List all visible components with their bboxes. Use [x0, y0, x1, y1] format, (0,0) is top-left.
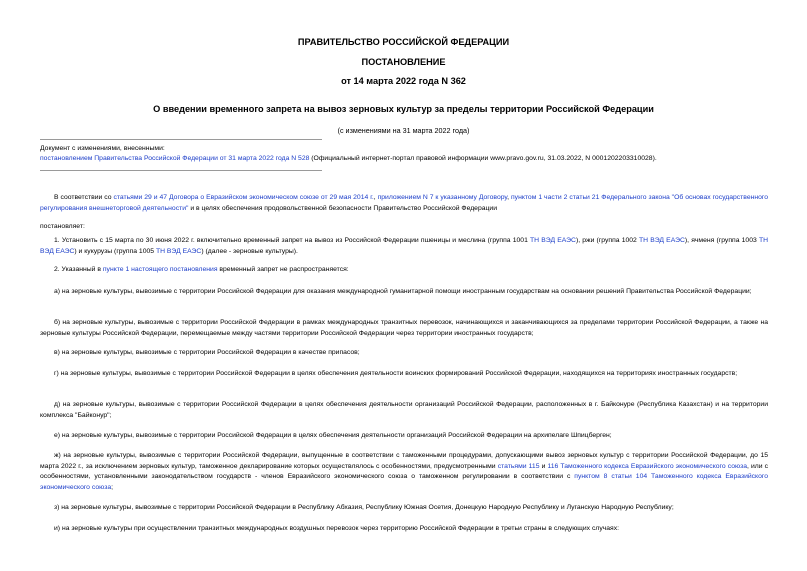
subitem-zh-text-4: ; — [111, 483, 113, 491]
preamble-text-4: и в целях обеспечения продовольственной безопасности Правительство Российской Федерации — [188, 204, 498, 212]
item-1-text-2: ), ржи (группа 1002 — [575, 237, 639, 244]
subitem-zh-text-1: ж) на зерновые культуры, вывозимые с территории Российской Федерации, выпущенные в соответствии с таможенными процедурами, допускающими вывоз зерновых культур с территории Российской Федерации, до 15 марта 2022 г., за исключением зерновых культур, таможенное декларирование которых осуществлялось с особенностями, предусмотренными — [40, 452, 768, 470]
revision-source: (Официальный интернет-портал правовой информации www.pravo.gov.ru, 31.03.2022, N 0001202203310028). — [309, 155, 657, 162]
revision-link[interactable]: постановлением Правительства Российской Федерации от 31 марта 2022 года N 528 — [40, 155, 310, 162]
preamble-link-annex[interactable]: приложением N 7 к указанному Договору — [377, 194, 508, 201]
subitem-i: и) на зерновые культуры при осуществлении транзитных международных воздушных перевозок через территорию Российской Федерации в третьи страны в следующих случаях: — [54, 525, 620, 532]
subitem-zh-link-1[interactable]: статьями 115 — [497, 462, 540, 470]
item-2-link[interactable]: пункте 1 настоящего постановления — [102, 266, 218, 273]
preamble-text-2: , — [373, 194, 378, 201]
subitem-e: е) на зерновые культуры, вывозимые с территории Российской Федерации в целях обеспечения деятельности организаций Российской Федерации на архипелаге Шпицберген; — [54, 432, 612, 439]
preamble-link-law[interactable]: пунктом 1 части 2 статьи 21 Федерального закона "Об основах государственного регулирования внешнеторговой деятельности" — [40, 194, 769, 212]
subitem-g: г) на зерновые культуры, вывозимые с территории Российской Федерации в целях обеспечения деятельности воинских формирований Российской Федерации, находящихся на территориях иностранных государств; — [54, 370, 738, 377]
subitem-zh-text-3: , или с особенностями, установленными законодательством государств - членов Евразийского экономического союза о таможенном регулировании в соответствии с — [40, 462, 768, 480]
changes-note: (с изменениями на 31 марта 2022 года) — [337, 126, 470, 135]
document-title: О введении временного запрета на вывоз зерновых культур за пределы территории Российской Федерации — [153, 104, 654, 114]
divider-top — [40, 139, 322, 140]
subitem-d: д) на зерновые культуры, вывозимые с территории Российской Федерации в целях обеспечения деятельности организаций Российской Федерации, расположенных в г. Байконуре (Республика Казахстан) и на территории комплекса "Байконур"; — [40, 401, 768, 419]
preamble-link-treaty[interactable]: статьями 29 и 47 Договора о Евразийском экономическом союзе от 29 мая 2014 г. — [113, 194, 374, 201]
revision-info — [40, 144, 780, 164]
item-1-link-2[interactable]: ТН ВЭД ЕАЭС — [638, 237, 685, 244]
subitem-zh-link-3[interactable]: пунктом 8 статьи 104 Таможенного кодекса Евразийского экономического союза — [40, 473, 768, 491]
item-1-text-5: ) (далее - зерновые культуры). — [201, 247, 298, 255]
document-type-heading: ПОСТАНОВЛЕНИЕ — [361, 57, 446, 67]
issuer-heading: ПРАВИТЕЛЬСТВО РОССИЙСКОЙ ФЕДЕРАЦИИ — [297, 37, 510, 47]
item-1-link-1[interactable]: ТН ВЭД ЕАЭС — [530, 237, 576, 244]
subitem-z: з) на зерновые культуры, вывозимые с территории Российской Федерации в Республику Абхазия, Республику Южная Осетия, Донецкую Народную Республику и Луганскую Народную Республику; — [54, 504, 674, 511]
item-1-paragraph — [40, 236, 768, 257]
subitem-v: в) на зерновые культуры, вывозимые с территории Российской Федерации в качестве припасов; — [54, 349, 360, 356]
divider-bottom — [40, 170, 322, 171]
revision-intro: Документ с изменениями, внесенными: — [40, 145, 165, 152]
decree-word: постановляет: — [40, 223, 85, 230]
document-date-heading: от 14 марта 2022 года N 362 — [341, 76, 466, 86]
preamble-text-3: , — [507, 194, 511, 201]
subitem-zh-link-2[interactable]: 116 Таможенного кодекса Евразийского экономического союза — [547, 462, 747, 470]
subitem-a: а) на зерновые культуры, вывозимые с территории Российской Федерации для оказания международной гуманитарной помощи иностранным государствам на основании решений Правительства Российской Федерации; — [54, 288, 752, 295]
item-1-link-4[interactable]: ТН ВЭД ЕАЭС — [155, 247, 202, 255]
item-2-paragraph — [40, 265, 768, 276]
item-1-text-4: ) и кукурузы (группа 1005 — [74, 247, 156, 255]
item-1-text-1: 1. Установить с 15 марта по 30 июня 2022 г. включительно временный запрет на вывоз из Российской Федерации пшеницы и меслина (группа 1001 — [54, 237, 531, 244]
item-2-text-2: временный запрет не распространяется: — [217, 266, 349, 273]
preamble-text-1: В соответствии со — [54, 194, 114, 201]
item-2-text-1: 2. Указанный в — [54, 266, 103, 273]
subitem-zh — [40, 451, 768, 493]
preamble-paragraph — [40, 193, 768, 214]
item-1-link-3[interactable]: ТН ВЭД ЕАЭС — [40, 237, 768, 255]
revision-line — [40, 154, 780, 164]
subitem-b: б) на зерновые культуры, вывозимые с территории Российской Федерации в рамках международных транзитных перевозок, начинающихся и заканчивающихся за пределами территории Российской Федерации, а также на зерновые культуры Российской Федерации, перемещаемые между частями территории Российской Федерации через территории иностранных государств; — [40, 319, 768, 337]
item-1-text-3: ), ячменя (группа 1003 — [684, 237, 759, 244]
subitem-zh-text-2: и — [539, 462, 548, 470]
